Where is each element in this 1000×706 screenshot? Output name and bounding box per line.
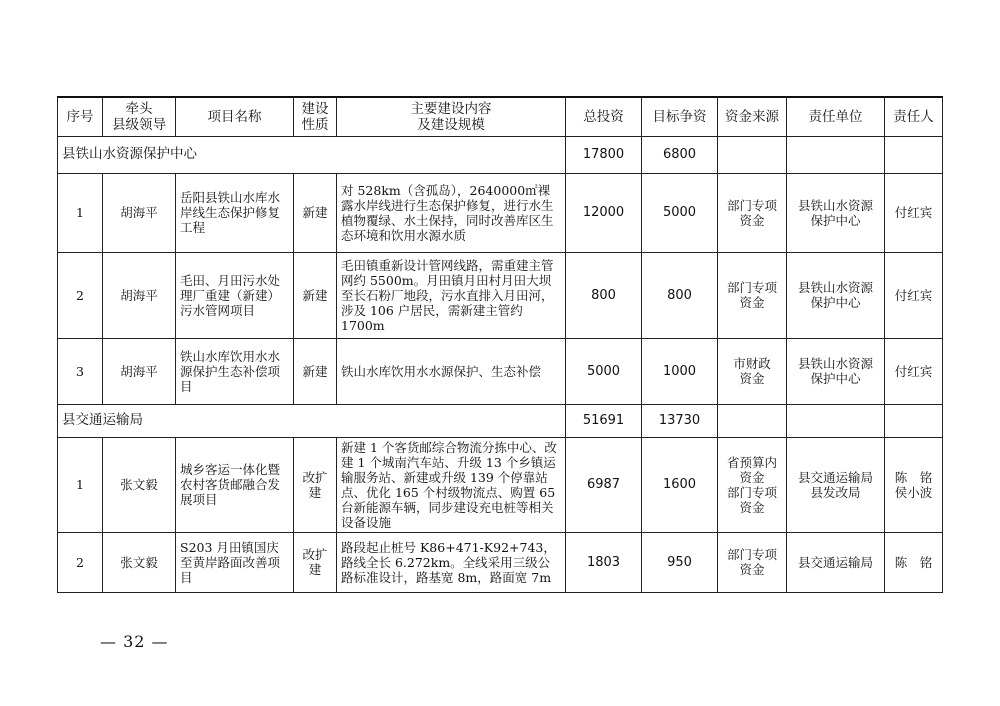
row-leader: 胡海平 (103, 173, 176, 252)
row-leader: 张文毅 (103, 532, 176, 592)
section-row (58, 136, 943, 173)
row-project-name: 铁山水库饮用水水源保护生态补偿项目 (176, 338, 294, 404)
row-person: 陈 铭 (885, 532, 943, 592)
row-nature: 新建 (294, 173, 337, 252)
row-seq: 3 (58, 338, 103, 404)
row-nature: 新建 (294, 338, 337, 404)
row-source: 市财政 资金 (718, 338, 787, 404)
row-content: 铁山水库饮用水水源保护、生态补偿 (337, 338, 566, 404)
row-unit: 县铁山水资源 保护中心 (787, 338, 885, 404)
row-total: 800 (566, 252, 642, 338)
row-nature: 新建 (294, 252, 337, 338)
row-content: 路段起止桩号 K86+471-K92+743，路线全长 6.272km。全线采用三级公路标准设计，路基宽 8m，路面宽 7m (337, 532, 566, 592)
row-target: 800 (642, 252, 718, 338)
section-title: 县交通运输局 (58, 404, 566, 437)
header-row (58, 97, 943, 136)
row-target: 5000 (642, 173, 718, 252)
row-nature: 改扩 建 (294, 437, 337, 532)
row-person: 陈 铭 侯小波 (885, 437, 943, 532)
header-total: 总投资 (566, 97, 642, 136)
table-row (58, 252, 943, 338)
table-row (58, 173, 943, 252)
page-number: — 32 — (100, 632, 169, 651)
table-row (58, 338, 943, 404)
row-leader: 张文毅 (103, 437, 176, 532)
row-unit: 县交通运输局 (787, 532, 885, 592)
row-total: 1803 (566, 532, 642, 592)
table-row (58, 437, 943, 532)
table-row (58, 532, 943, 592)
header-nature: 建设 性质 (294, 97, 337, 136)
header-leader: 牵头 县级领导 (103, 97, 176, 136)
section-total: 51691 (566, 404, 642, 437)
header-person: 责任人 (885, 97, 943, 136)
row-source: 部门专项 资金 (718, 532, 787, 592)
section-empty-cell (885, 136, 943, 173)
header-content: 主要建设内容 及建设规模 (337, 97, 566, 136)
project-table (57, 96, 943, 593)
section-empty-cell (885, 404, 943, 437)
row-nature: 改扩 建 (294, 532, 337, 592)
row-content: 毛田镇重新设计管网线路，需重建主管网约 5500m。月田镇月田村月田大坝至长石粉厂地段，污水直排入月田河，涉及 106 户居民，需新建主管约 1700m (337, 252, 566, 338)
section-empty-cell (787, 404, 885, 437)
row-total: 12000 (566, 173, 642, 252)
section-empty-cell (718, 404, 787, 437)
row-person: 付红宾 (885, 338, 943, 404)
row-person: 付红宾 (885, 173, 943, 252)
row-source: 部门专项 资金 (718, 173, 787, 252)
header-name: 项目名称 (176, 97, 294, 136)
row-target: 1000 (642, 338, 718, 404)
row-unit: 县铁山水资源 保护中心 (787, 252, 885, 338)
row-total: 5000 (566, 338, 642, 404)
row-seq: 2 (58, 252, 103, 338)
row-seq: 1 (58, 437, 103, 532)
row-source: 部门专项 资金 (718, 252, 787, 338)
row-project-name: S203 月田镇国庆至黄岸路面改善项目 (176, 532, 294, 592)
section-empty-cell (718, 136, 787, 173)
row-seq: 1 (58, 173, 103, 252)
section-empty-cell (787, 136, 885, 173)
row-unit: 县交通运输局 县发改局 (787, 437, 885, 532)
row-source: 省预算内 资金 部门专项 资金 (718, 437, 787, 532)
row-project-name: 城乡客运一体化暨农村客货邮融合发展项目 (176, 437, 294, 532)
row-content: 新建 1 个客货邮综合物流分拣中心、改建 1 个城南汽车站、升级 13 个乡镇运输服务站、新建或升级 139 个停靠站点、优化 165 个村级物流点、购置 65 台新能源车辆，同步建设充电桩等相关设备设施 (337, 437, 566, 532)
row-person: 付红宾 (885, 252, 943, 338)
row-target: 1600 (642, 437, 718, 532)
header-seq: 序号 (58, 97, 103, 136)
section-target: 13730 (642, 404, 718, 437)
header-unit: 责任单位 (787, 97, 885, 136)
section-target: 6800 (642, 136, 718, 173)
row-leader: 胡海平 (103, 338, 176, 404)
row-unit: 县铁山水资源 保护中心 (787, 173, 885, 252)
section-title: 县铁山水资源保护中心 (58, 136, 566, 173)
row-project-name: 岳阳县铁山水库水岸线生态保护修复工程 (176, 173, 294, 252)
row-target: 950 (642, 532, 718, 592)
row-total: 6987 (566, 437, 642, 532)
header-source: 资金来源 (718, 97, 787, 136)
header-target: 目标争资 (642, 97, 718, 136)
row-project-name: 毛田、月田污水处理厂重建（新建）污水管网项目 (176, 252, 294, 338)
row-seq: 2 (58, 532, 103, 592)
row-leader: 胡海平 (103, 252, 176, 338)
section-row (58, 404, 943, 437)
section-total: 17800 (566, 136, 642, 173)
row-content: 对 528km（含孤岛），2640000㎡裸露水岸线进行生态保护修复，进行水生植物覆绿、水土保持，同时改善库区生态环境和饮用水源水质 (337, 173, 566, 252)
